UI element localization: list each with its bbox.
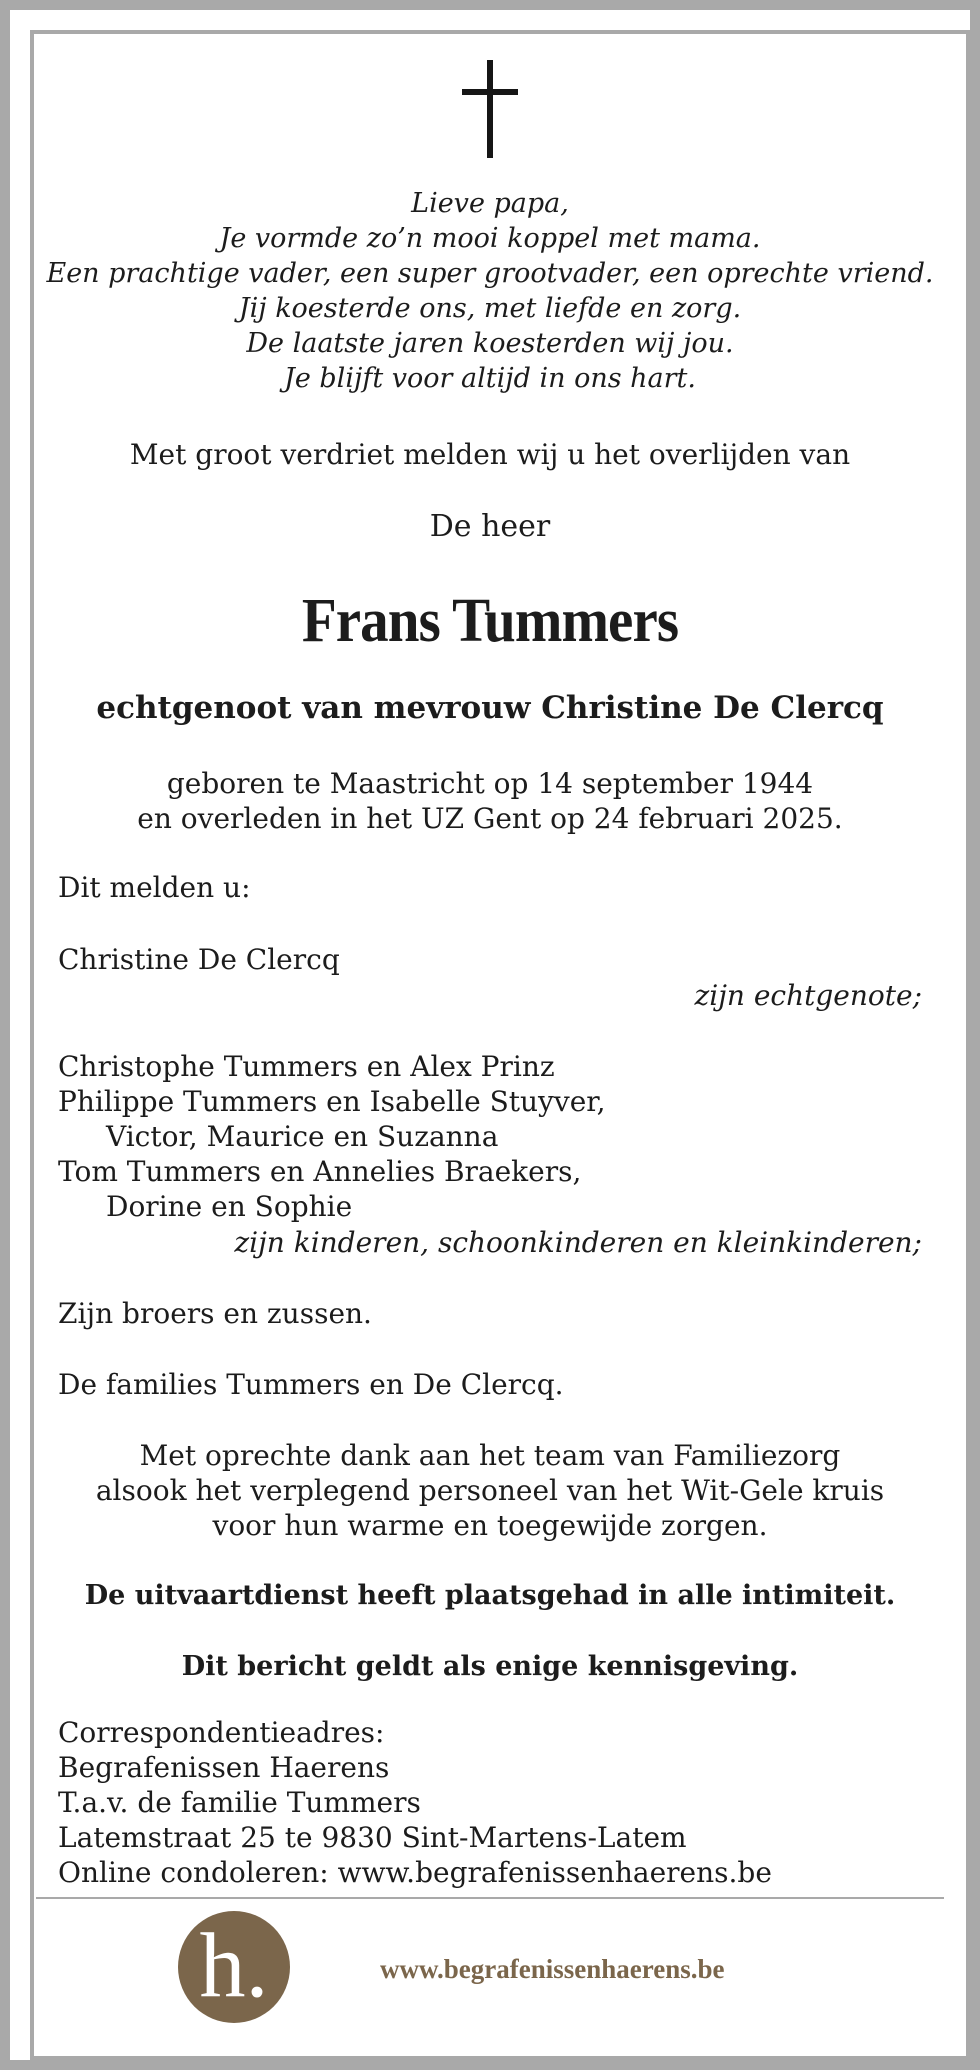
correspondence-line: Correspondentieadres: — [58, 1716, 385, 1749]
mourners-heading: Dit melden u: — [58, 871, 251, 904]
deceased-title: De heer — [429, 509, 551, 544]
footer-divider — [36, 1897, 944, 1899]
list-item: Dorine en Sophie — [106, 1190, 353, 1223]
correspondence-line: Begrafenissen Haerens — [58, 1751, 390, 1784]
spouse-line: echtgenoot van mevrouw Christine De Clercq — [96, 690, 884, 726]
children-role: zijn kinderen, schoonkinderen en kleinkinderen; — [234, 1226, 922, 1259]
deceased-name: Frans Tummers — [301, 587, 679, 655]
thanks-line: alsook het verplegend personeel van het Wit-Gele kruis — [95, 1474, 885, 1507]
list-item: Victor, Maurice en Suzanna — [106, 1120, 499, 1153]
families-line: De families Tummers en De Clercq. — [58, 1368, 564, 1401]
thanks-block — [0, 1438, 980, 1543]
correspondence-line: T.a.v. de familie Tummers — [58, 1786, 421, 1819]
poem-line: Lieve papa, — [411, 188, 569, 219]
website-link[interactable]: www.begrafenissenhaerens.be — [380, 1954, 725, 1984]
list-item: Christophe Tummers en Alex Prinz — [58, 1050, 555, 1083]
birth-death-info — [0, 766, 980, 836]
children-list — [58, 1049, 605, 1224]
thanks-line: Met oprechte dank aan het team van Familiezorg — [139, 1439, 841, 1472]
spouse-name: Christine De Clercq — [58, 943, 340, 976]
correspondence-line: Latemstraat 25 te 9830 Sint-Martens-Latem — [58, 1821, 687, 1854]
siblings-line: Zijn broers en zussen. — [58, 1297, 372, 1330]
poem-line: Je vormde zo’n mooi koppel met mama. — [219, 223, 761, 254]
spouse-role: zijn echtgenote; — [694, 979, 922, 1012]
poem — [0, 186, 980, 396]
poem-line: Een prachtige vader, een super grootvader, een oprechte vriend. — [46, 258, 934, 289]
announcement-intro: Met groot verdriet melden wij u het overlijden van — [129, 438, 851, 471]
birth-line: geboren te Maastricht op 14 september 1944 — [166, 767, 814, 800]
poem-line: Je blijft voor altijd in ons hart. — [284, 363, 696, 394]
only-notice: Dit bericht geldt als enige kennisgeving. — [181, 1651, 799, 1682]
correspondence-block — [58, 1715, 772, 1890]
list-item: Tom Tummers en Annelies Braekers, — [58, 1155, 582, 1188]
logo-letter: h. — [199, 1914, 269, 2016]
list-item: Philippe Tummers en Isabelle Stuyver, — [58, 1085, 606, 1118]
cross-icon — [462, 60, 518, 158]
death-line: en overleden in het UZ Gent op 24 februari 2025. — [137, 802, 843, 835]
poem-line: De laatste jaren koesterden wij jou. — [246, 328, 734, 359]
haerens-logo — [178, 1911, 290, 2023]
correspondence-line: Online condoleren: www.begrafenissenhaerens.be — [58, 1856, 772, 1889]
thanks-line: voor hun warme en toegewijde zorgen. — [212, 1509, 768, 1542]
service-notice: De uitvaartdienst heeft plaatsgehad in alle intimiteit. — [84, 1580, 896, 1611]
poem-line: Jij koesterde ons, met liefde en zorg. — [238, 293, 742, 324]
